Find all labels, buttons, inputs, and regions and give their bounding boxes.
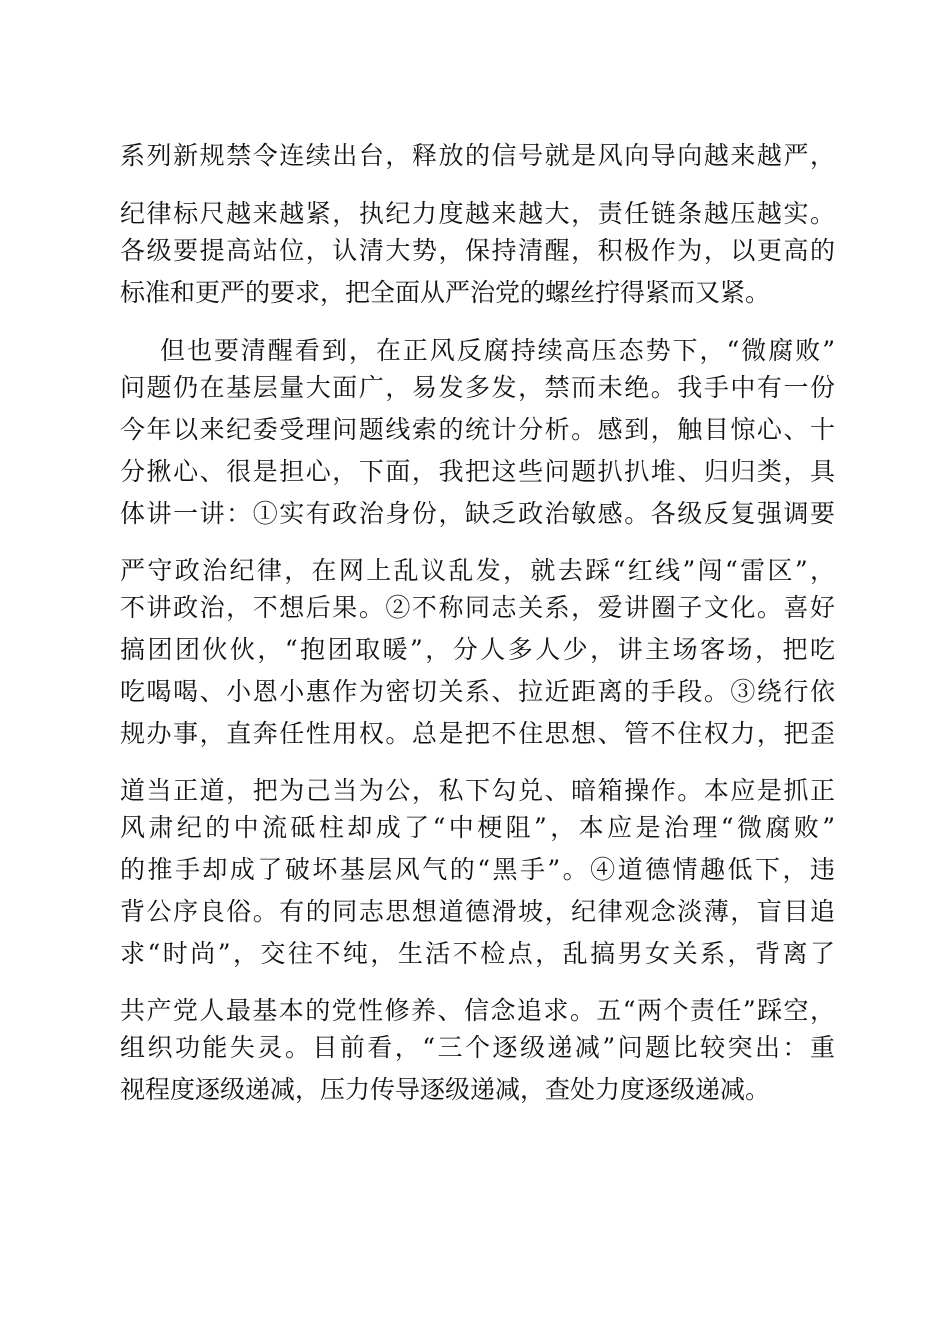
text-line: 分揪心、很是担心，下面，我把这些问题扒扒堆、归归类，具 xyxy=(120,457,835,486)
text-line: 今年以来纪委受理问题线索的统计分析。感到，触目惊心、十 xyxy=(120,415,835,444)
text-line: 组织功能失灵。目前看，“三个逐级递减”问题比较突出：重 xyxy=(120,1033,835,1062)
text-line: 不讲政治，不想后果。②不称同志关系，爱讲圈子文化。喜好 xyxy=(120,593,835,622)
text-line: 道当正道，把为己当为公，私下勾兑、暗箱操作。本应是抓正 xyxy=(120,776,835,805)
text-line: 风肃纪的中流砥柱却成了“中梗阻”，本应是治理“微腐败” xyxy=(120,813,835,842)
text-line: 的推手却成了破坏基层风气的“黑手”。④道德情趣低下，违 xyxy=(120,855,835,884)
text-line: 视程度逐级递减，压力传导逐级递减，查处力度逐级递减。 xyxy=(120,1075,771,1104)
text-line: 体讲一讲：①实有政治身份，缺乏政治敏感。各级反复强调要 xyxy=(120,499,835,528)
text-line: 共产党人最基本的党性修养、信念追求。五“两个责任”踩空， xyxy=(120,996,835,1025)
text-line: 问题仍在基层量大面广，易发多发，禁而未绝。我手中有一份 xyxy=(120,373,835,402)
text-line: 严守政治纪律，在网上乱议乱发，就去踩“红线”闯“雷区”， xyxy=(120,556,835,585)
text-line: 规办事，直奔任性用权。总是把不住思想、管不住权力，把歪 xyxy=(120,719,835,748)
text-line: 搞团团伙伙，“抱团取暖”，分人多人少，讲主场客场，把吃 xyxy=(120,635,835,664)
text-line: 但也要清醒看到，在正风反腐持续高压态势下，“微腐败” xyxy=(160,336,835,365)
text-line: 系列新规禁令连续出台，释放的信号就是风向导向越来越严， xyxy=(120,141,835,170)
text-line: 纪律标尺越来越紧，执纪力度越来越大，责任链条越压越实。 xyxy=(120,199,835,228)
text-line: 背公序良俗。有的同志思想道德滑坡，纪律观念淡薄，盲目追 xyxy=(120,897,835,926)
text-line: 各级要提高站位，认清大势，保持清醒，积极作为，以更高的 xyxy=(120,236,835,265)
text-line: 标准和更严的要求，把全面从严治党的螺丝拧得紧而又紧。 xyxy=(120,278,771,307)
text-line: 吃喝喝、小恩小惠作为密切关系、拉近距离的手段。③绕行依 xyxy=(120,677,835,706)
text-line: 求“时尚”，交往不纯，生活不检点，乱搞男女关系，背离了 xyxy=(120,939,835,968)
